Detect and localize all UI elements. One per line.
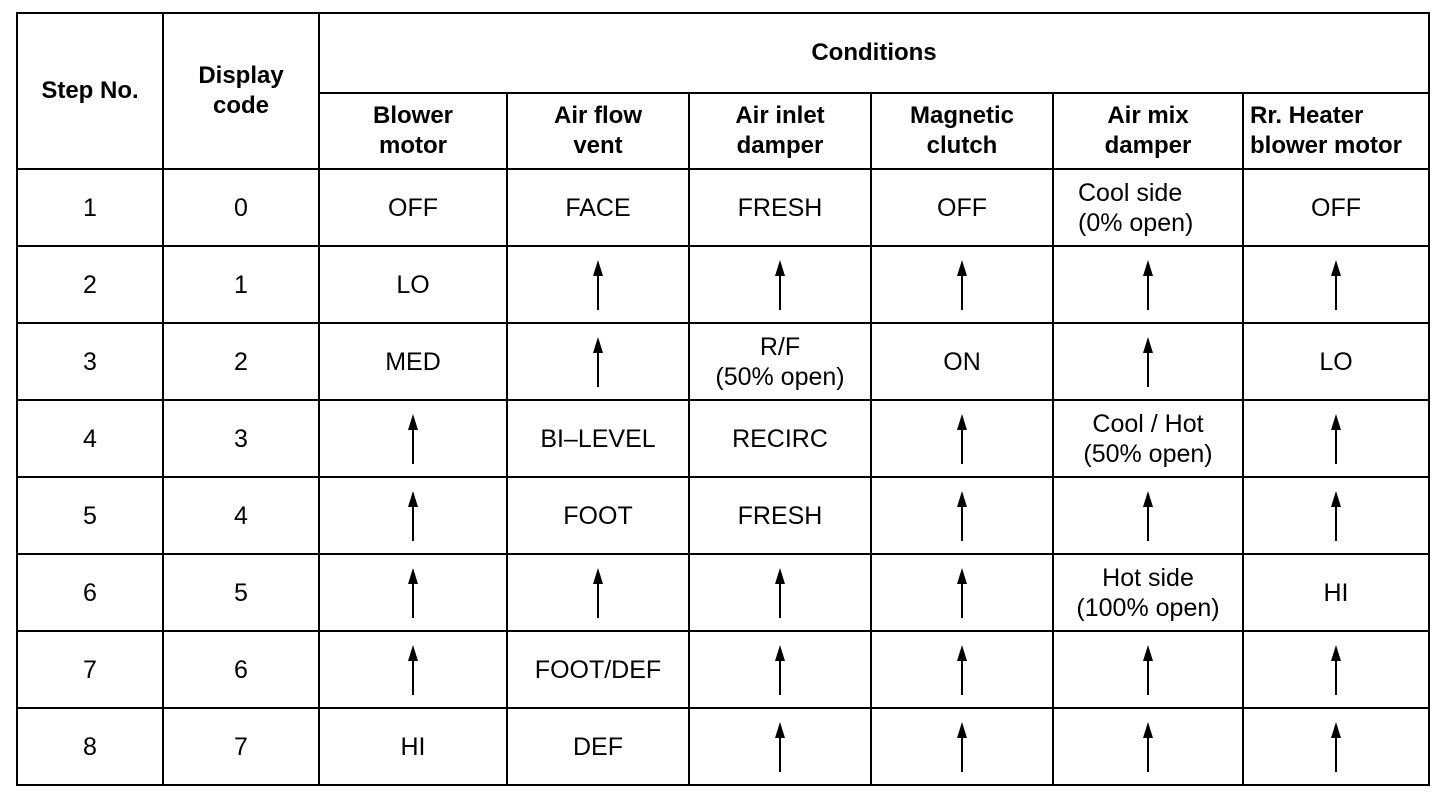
up-arrow-icon (1142, 260, 1154, 310)
table-row (17, 708, 1429, 785)
up-arrow-icon (1330, 722, 1342, 772)
up-arrow-icon (592, 568, 604, 618)
step-no-cell: 4 (17, 400, 163, 477)
display-code-cell: 5 (163, 554, 319, 631)
up-arrow-icon (1330, 414, 1342, 464)
header-air-inlet-damper (689, 93, 871, 169)
air-mix-damper-value: Cool side (1078, 178, 1183, 207)
up-arrow-icon (774, 568, 786, 618)
up-arrow-icon (407, 491, 419, 541)
rr-heater-blower-motor-cell (1243, 400, 1429, 477)
air-inlet-damper-value: R/F (759, 332, 801, 361)
header-rr-heater-blower-motor (1243, 93, 1429, 169)
table-row (17, 169, 1429, 246)
header-air-flow-vent (507, 93, 689, 169)
header-step-no (17, 13, 163, 169)
header-magnetic-clutch-line2: clutch (926, 132, 998, 159)
air-flow-vent-cell (507, 631, 689, 708)
header-blower-motor-line1: Blower (372, 102, 453, 129)
step-no-cell: 7 (17, 631, 163, 708)
header-blower-motor (319, 93, 507, 169)
table-row (17, 554, 1429, 631)
air-mix-damper-value: Hot side (1102, 563, 1194, 592)
header-display-code (163, 13, 319, 169)
display-code-cell: 1 (163, 246, 319, 323)
step-no-cell: 6 (17, 554, 163, 631)
up-arrow-icon (956, 645, 968, 695)
blower-motor-value: HI (400, 732, 426, 761)
rr-heater-blower-motor-cell (1243, 631, 1429, 708)
up-arrow-icon (1142, 645, 1154, 695)
blower-motor-value: MED (385, 347, 441, 376)
up-arrow-icon (774, 645, 786, 695)
air-mix-damper-cell (1053, 400, 1243, 477)
display-code-cell: 6 (163, 631, 319, 708)
air-flow-vent-value: BI–LEVEL (540, 424, 656, 453)
magnetic-clutch-cell (871, 631, 1053, 708)
blower-motor-cell (319, 169, 507, 246)
header-rr-heater-blower-motor-line2: blower motor (1250, 132, 1403, 159)
blower-motor-cell (319, 554, 507, 631)
air-inlet-damper-cell (689, 708, 871, 785)
blower-motor-cell (319, 631, 507, 708)
air-mix-damper-value: Cool / Hot (1092, 409, 1204, 438)
table-row (17, 400, 1429, 477)
table-row (17, 246, 1429, 323)
blower-motor-cell (319, 246, 507, 323)
air-inlet-damper-cell (689, 554, 871, 631)
header-magnetic-clutch-line1: Magnetic (909, 102, 1014, 129)
air-inlet-damper-cell (689, 400, 871, 477)
blower-motor-cell (319, 708, 507, 785)
air-mix-damper-cell (1053, 477, 1243, 554)
header-magnetic-clutch (871, 93, 1053, 169)
up-arrow-icon (407, 645, 419, 695)
air-flow-vent-cell (507, 323, 689, 400)
rr-heater-blower-motor-cell (1243, 323, 1429, 400)
display-code-cell: 3 (163, 400, 319, 477)
air-flow-vent-cell (507, 708, 689, 785)
display-code-cell: 4 (163, 477, 319, 554)
air-flow-vent-value: FOOT/DEF (534, 655, 662, 684)
table-row (17, 477, 1429, 554)
rr-heater-blower-motor-cell (1243, 554, 1429, 631)
rr-heater-blower-motor-value: HI (1323, 578, 1349, 607)
air-mix-damper-value: (50% open) (1083, 439, 1213, 468)
step-no-cell: 8 (17, 708, 163, 785)
magnetic-clutch-cell (871, 400, 1053, 477)
air-mix-damper-cell (1053, 246, 1243, 323)
header-air-mix-damper-line2: damper (1104, 132, 1192, 159)
display-code-cell: 2 (163, 323, 319, 400)
up-arrow-icon (956, 260, 968, 310)
blower-motor-cell (319, 477, 507, 554)
step-no-cell: 2 (17, 246, 163, 323)
air-mix-damper-value: (100% open) (1076, 593, 1220, 622)
display-code-cell: 0 (163, 169, 319, 246)
air-inlet-damper-cell (689, 246, 871, 323)
air-inlet-damper-value: FRESH (737, 193, 823, 222)
step-no-cell: 3 (17, 323, 163, 400)
header-air-inlet-damper-line1: Air inlet (735, 102, 825, 129)
up-arrow-icon (956, 722, 968, 772)
header-air-mix-damper (1053, 93, 1243, 169)
rr-heater-blower-motor-cell (1243, 169, 1429, 246)
magnetic-clutch-cell (871, 554, 1053, 631)
air-flow-vent-cell (507, 246, 689, 323)
blower-motor-value: OFF (388, 193, 438, 222)
air-mix-damper-cell (1053, 554, 1243, 631)
air-mix-damper-value: (0% open) (1078, 208, 1194, 237)
blower-motor-cell (319, 323, 507, 400)
air-inlet-damper-cell (689, 631, 871, 708)
header-blower-motor-line2: motor (379, 132, 447, 159)
up-arrow-icon (1330, 645, 1342, 695)
step-no-cell: 5 (17, 477, 163, 554)
air-inlet-damper-cell (689, 169, 871, 246)
air-flow-vent-cell (507, 169, 689, 246)
air-flow-vent-cell (507, 477, 689, 554)
up-arrow-icon (407, 414, 419, 464)
air-mix-damper-cell (1053, 631, 1243, 708)
up-arrow-icon (956, 568, 968, 618)
air-inlet-damper-value: RECIRC (732, 424, 828, 453)
air-flow-vent-cell (507, 400, 689, 477)
table-row (17, 631, 1429, 708)
air-flow-vent-value: FOOT (563, 501, 633, 530)
rr-heater-blower-motor-cell (1243, 708, 1429, 785)
up-arrow-icon (1330, 491, 1342, 541)
blower-motor-value: LO (396, 270, 430, 299)
up-arrow-icon (1142, 337, 1154, 387)
up-arrow-icon (1142, 491, 1154, 541)
rr-heater-blower-motor-cell (1243, 246, 1429, 323)
rr-heater-blower-motor-value: OFF (1311, 193, 1361, 222)
air-mix-damper-cell (1053, 708, 1243, 785)
magnetic-clutch-value: ON (943, 347, 981, 376)
up-arrow-icon (592, 260, 604, 310)
up-arrow-icon (956, 414, 968, 464)
blower-motor-cell (319, 400, 507, 477)
header-display-code-line1: Display (198, 62, 284, 89)
header-air-flow-vent-line1: Air flow (554, 102, 642, 129)
air-inlet-damper-value: FRESH (737, 501, 823, 530)
header-rr-heater-blower-motor-line1: Rr. Heater (1250, 102, 1364, 129)
magnetic-clutch-cell (871, 246, 1053, 323)
magnetic-clutch-cell (871, 708, 1053, 785)
table-row (17, 323, 1429, 400)
magnetic-clutch-cell (871, 477, 1053, 554)
header-step-no-label: Step No. (41, 77, 139, 104)
header-conditions-label: Conditions (811, 39, 937, 66)
header-air-mix-damper-line1: Air mix (1107, 102, 1189, 129)
up-arrow-icon (774, 722, 786, 772)
header-air-flow-vent-line2: vent (573, 132, 623, 159)
air-mix-damper-cell (1053, 323, 1243, 400)
air-flow-vent-value: FACE (565, 193, 631, 222)
up-arrow-icon (956, 491, 968, 541)
air-flow-vent-cell (507, 554, 689, 631)
air-inlet-damper-value: (50% open) (715, 362, 845, 391)
step-no-cell: 1 (17, 169, 163, 246)
up-arrow-icon (592, 337, 604, 387)
header-conditions (319, 13, 1429, 93)
magnetic-clutch-cell (871, 323, 1053, 400)
up-arrow-icon (1330, 260, 1342, 310)
display-code-cell: 7 (163, 708, 319, 785)
up-arrow-icon (1142, 722, 1154, 772)
header-display-code-line2: code (212, 92, 269, 119)
air-inlet-damper-cell (689, 477, 871, 554)
rr-heater-blower-motor-cell (1243, 477, 1429, 554)
conditions-table-container (16, 12, 1428, 786)
up-arrow-icon (407, 568, 419, 618)
air-flow-vent-value: DEF (573, 732, 623, 761)
up-arrow-icon (774, 260, 786, 310)
conditions-table (16, 12, 1430, 786)
air-inlet-damper-cell (689, 323, 871, 400)
magnetic-clutch-cell (871, 169, 1053, 246)
magnetic-clutch-value: OFF (937, 193, 987, 222)
air-mix-damper-cell (1053, 169, 1243, 246)
rr-heater-blower-motor-value: LO (1319, 347, 1353, 376)
header-air-inlet-damper-line2: damper (736, 132, 824, 159)
